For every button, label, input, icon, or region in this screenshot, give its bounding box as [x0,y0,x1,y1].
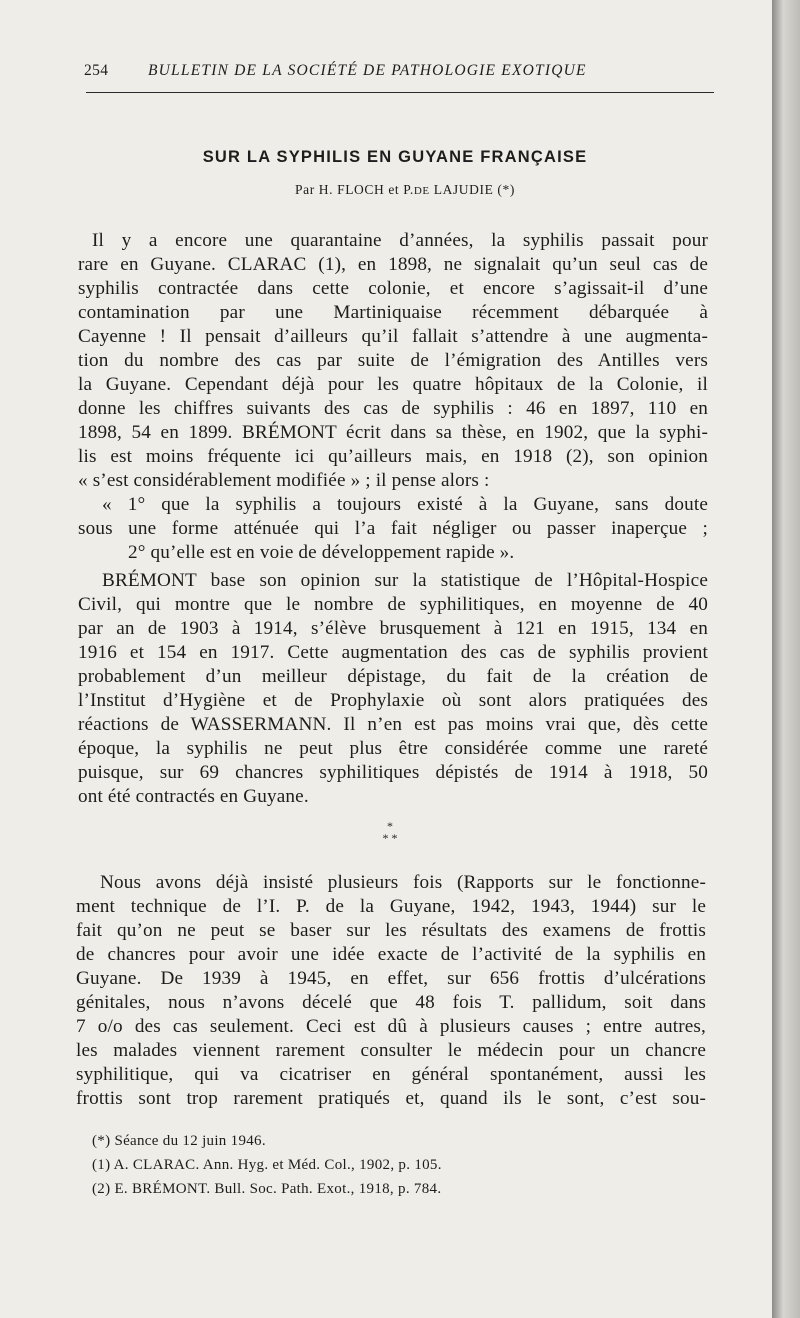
body-line: de chancres pour avoir une idée exacte de l’activité de la syphilis en [76,944,706,965]
body-line: probablement d’un meilleur dépistage, du fait de la création de [78,666,708,687]
body-line: ment technique de l’I. P. de la Guyane, 1942, 1943, 1944) sur le [76,896,706,917]
body-line: Il y a encore une quarantaine d’années, la syphilis passait pour [92,230,708,251]
body-line: Civil, qui montre que le nombre de syphilitiques, en moyenne de 40 [78,594,708,615]
section-separator [360,820,420,844]
body-line: 1916 et 154 en 1917. Cette augmentation des cas de syphilis provient [78,642,708,663]
article-authors [0,182,800,198]
body-line: 2° qu’elle est en voie de développement rapide ». [128,542,515,563]
body-line: l’Institut d’Hygiène et de Prophylaxie où sont alors pratiquées des [78,690,708,711]
body-line: génitales, nous n’avons décelé que 48 fois T. pallidum, soit dans [76,992,706,1013]
body-line: époque, la syphilis ne peut plus être considérée comme une rareté [78,738,708,759]
body-line: ont été contractés en Guyane. [78,786,309,807]
body-line: la Guyane. Cependant déjà pour les quatre hôpitaux de la Colonie, il [78,374,708,395]
body-line: Cayenne ! Il pensait d’ailleurs qu’il fallait s’attendre à une augmenta- [78,326,708,347]
authors-par: Par [295,182,315,197]
body-line: rare en Guyane. CLARAC (1), en 1898, ne signalait qu’un seul cas de [78,254,708,275]
body-line: contamination par une Martiniquaise récemment débarquée à [78,302,708,323]
author-2-name: LAJUDIE [433,182,494,197]
body-line: 7 o/o des cas seulement. Ceci est dû à plusieurs causes ; entre autres, [76,1016,706,1037]
article-title: SUR LA SYPHILIS EN GUYANE FRANÇAISE [202,148,588,166]
book-page-edge [772,0,800,1318]
page-number: 254 [84,62,109,79]
author-2-initial: P. [403,182,414,197]
session-note-mark: (*) [497,182,515,197]
body-line: fait qu’on ne peut se baser sur les résultats des examens de frottis [76,920,706,941]
body-line: syphilitique, qui va cicatriser en général spontanément, aussi les [76,1064,706,1085]
body-line: donne les chiffres suivants des cas de syphilis : 46 en 1897, 110 en [78,398,708,419]
body-line: Guyane. De 1939 à 1945, en effet, sur 656 frottis d’ulcérations [76,968,706,989]
body-line: tion du nombre des cas par suite de l’émigration des Antilles vers [78,350,708,371]
body-line: réactions de WASSERMANN. Il n’en est pas moins vrai que, dès cette [78,714,708,735]
body-line: « 1° que la syphilis a toujours existé à la Guyane, sans doute [102,494,708,515]
body-line: 1898, 54 en 1899. BRÉMONT écrit dans sa thèse, en 1902, que la syphi- [78,422,708,443]
body-line: BRÉMONT base son opinion sur la statistique de l’Hôpital-Hospice [102,570,708,591]
body-line: puisque, sur 69 chancres syphilitiques dépistés de 1914 à 1918, 50 [78,762,708,783]
body-line: Nous avons déjà insisté plusieurs fois (Rapports sur le fonctionne- [100,872,706,893]
body-line: « s’est considérablement modifiée » ; il pense alors : [78,470,490,491]
footnote: (1) A. CLARAC. Ann. Hyg. et Méd. Col., 1902, p. 105. [92,1157,442,1173]
body-line: syphilis contractée dans cette colonie, et encore s’agissait-il d’une [78,278,708,299]
body-line: par an de 1903 à 1914, s’élève brusquement à 121 en 1915, 134 en [78,618,708,639]
separator-star-top: * [387,819,393,833]
authors-et: et [388,182,400,197]
footnote: (2) E. BRÉMONT. Bull. Soc. Path. Exot., 1918, p. 784. [92,1181,442,1197]
header-rule [86,92,714,93]
journal-title: BULLETIN DE LA SOCIÉTÉ DE PATHOLOGIE EXOTIQUE [148,62,587,79]
author-1: H. FLOCH [318,182,385,197]
body-line: sous une forme atténuée qui l’a fait négliger ou passer inaperçue ; [78,518,708,539]
footnote: (*) Séance du 12 juin 1946. [92,1133,266,1149]
body-line: lis est moins fréquente ici qu’ailleurs mais, en 1918 (2), son opinion [78,446,708,467]
author-2-particle: DE [413,185,430,197]
separator-stars-bottom: * * [382,831,398,845]
body-line: les malades viennent rarement consulter le médecin pour un chancre [76,1040,706,1061]
body-line: frottis sont trop rarement pratiqués et, quand ils le sont, c’est sou- [76,1088,706,1109]
